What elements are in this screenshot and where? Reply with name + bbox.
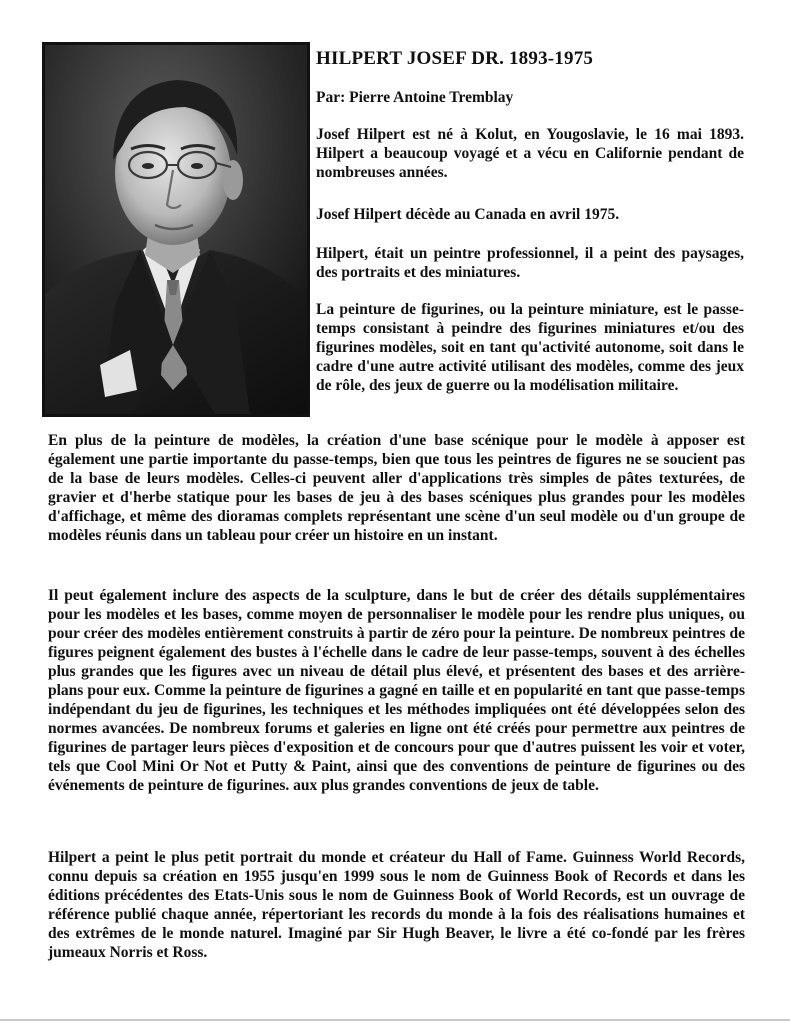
portrait-photo	[42, 42, 310, 417]
article-title: HILPERT JOSEF DR. 1893-1975	[316, 48, 594, 69]
article-byline: Par: Pierre Antoine Tremblay	[316, 89, 514, 106]
portrait-image	[45, 45, 307, 414]
paragraph-sculpture: Il peut également inclure des aspects de la sculpture, dans le but de créer des détails supplémentaires pour les modèles et les bases, comme moyen de personnaliser le modèle pour les rendre plus uniques, ou pour créer des modèles entièrement construits à partir de zéro pour la peinture. De nombreux peintres de figures peignent également des bustes à l'échelle dans le cadre de leur passe-temps, souvent à des échelles plus grandes que les figures avec un niveau de détail plus élevé, et présentent des bases et des arrière-plans pour eux. Comme la peinture de figurines a gagné en taille et en popularité en tant que passe-temps indépendant du jeu de figurines, les techniques et les méthodes impliquées ont été développées selon des normes avancées. De nombreux forums et galeries en ligne ont été créés pour permettre aux peintres de figurines de partager leurs pièces d'exposition et de concours pour que d'autres puissent les voir et voter, tels que Cool Mini Or Not et Putty & Paint, ainsi que des conventions de peinture de figurines ou des événements de peinture de figurines. aux plus grandes conventions de jeux de table.	[48, 587, 745, 794]
paragraph-death: Josef Hilpert décède au Canada en avril 1975.	[316, 206, 620, 223]
paragraph-birth: Josef Hilpert est né à Kolut, en Yougoslavie, le 16 mai 1893. Hilpert a beaucoup voyagé et a vécu en Californie pendant de nombreuses années.	[316, 126, 744, 181]
page-bottom-edge	[0, 1019, 790, 1021]
paragraph-profession: Hilpert, était un peintre professionnel, il a peint des paysages, des portraits et des miniatures.	[316, 245, 744, 281]
paragraph-guinness: Hilpert a peint le plus petit portrait du monde et créateur du Hall of Fame. Guinness World Records, connu depuis sa création en 1955 jusqu'en 1999 sous le nom de Guinness Book of Records et dans les éditions précédentes des Etats-Unis sous le nom de Guinness Book of World Records, est un ouvrage de référence publié chaque année, répertoriant les records du monde à la fois des réalisations humaines et des extrêmes de le monde naturel. Imaginé par Sir Hugh Beaver, le livre a été co-fondé par les frères jumeaux Norris et Ross.	[48, 849, 745, 961]
paragraph-miniature-painting: La peinture de figurines, ou la peinture miniature, est le passe-temps consistant à peindre des figurines miniatures et/ou des figurines modèles, soit en tant qu'activité autonome, soit dans le cadre d'une autre activité utilisant des modèles, comme des jeux de rôle, des jeux de guerre ou la modélisation militaire.	[316, 301, 744, 394]
paragraph-scenic-base: En plus de la peinture de modèles, la création d'une base scénique pour le modèle à apposer est également une partie importante du passe-temps, bien que tous les peintres de figures ne se soucient pas de la base de leurs modèles. Celles-ci peuvent aller d'applications très simples de pâtes texturées, de gravier et d'herbe statique pour les bases de jeu à des bases scéniques plus grandes pour les modèles d'affichage, et même des dioramas complets représentant une scène d'un seul modèle ou d'un groupe de modèles réunis dans un tableau pour créer un histoire en un instant.	[48, 432, 745, 544]
